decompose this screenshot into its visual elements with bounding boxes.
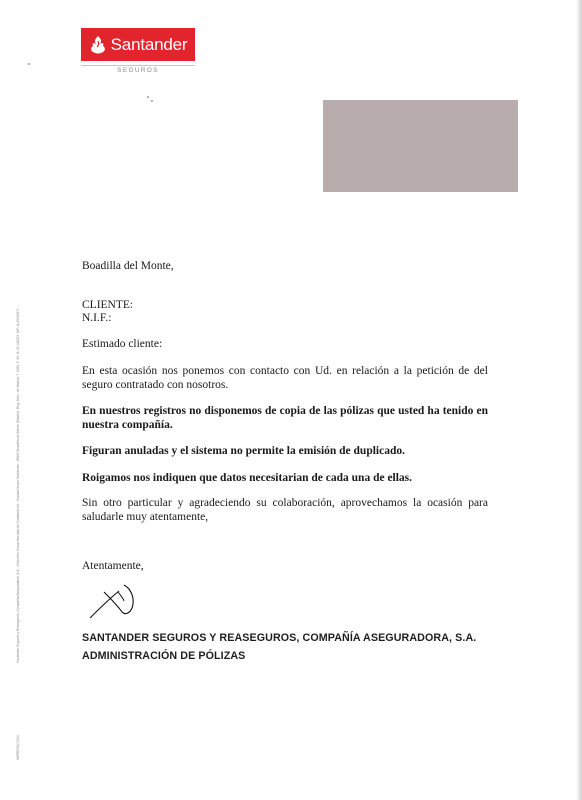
paragraph-request: Roigamos nos indiquen que datos necesitarian de cada una de ellas. [82, 472, 413, 484]
signature [88, 582, 136, 622]
closing-salutation: Atentamente, [82, 560, 144, 572]
logo-divider [81, 65, 195, 66]
scan-speck [28, 63, 30, 65]
nif-label: N.I.F.: [82, 312, 112, 324]
flame-icon [89, 35, 107, 55]
scan-speck [151, 100, 153, 102]
client-label: CLIENTE: [82, 299, 134, 311]
greeting: Estimado cliente: [82, 338, 163, 350]
redacted-address-block [323, 100, 518, 192]
page-edge-shadow [576, 0, 582, 800]
paragraph-no-records: En nuestros registros no disponemos de copia de las pólizas que usted ha tenido en nuestra compañía. [82, 405, 488, 431]
department-name: ADMINISTRACIÓN DE PÓLIZAS [82, 650, 246, 662]
scan-speck [147, 96, 149, 98]
logo-subtitle: SEGUROS [117, 67, 159, 74]
company-name: SANTANDER SEGUROS Y REASEGUROS, COMPAÑÍA ASEGURADORA, S.A. [82, 632, 477, 644]
side-print-code: IMPRESO(13)04 [16, 735, 20, 760]
paragraph-closing: Sin otro particular y agradeciendo su colaboración, aprovechamos la ocasión para saludarle muy atentamente, [82, 497, 488, 523]
side-legal-text: Santander Seguros y Reaseguros, Compañía Aseguradora, S.A. - Domicilio Social: Avenida de Cantabria s/n - Ciudad Grupo Santander - 28660 Boadilla del Monte (Madrid). Reg. Merc. de Madrid, T. 9032, F. 60, H. M-146222, NIF: A-80192571 [16, 308, 20, 663]
paragraph-intro: En esta ocasión nos ponemos con contacto con Ud. en relación a la petición de del seguro contratado con nosotros. [82, 365, 488, 391]
paragraph-cancelled: Figuran anuladas y el sistema no permite la emisión de duplicado. [82, 445, 405, 457]
santander-logo [81, 28, 195, 61]
letter-place: Boadilla del Monte, [82, 260, 174, 272]
logo-wordmark: Santander [110, 34, 188, 54]
